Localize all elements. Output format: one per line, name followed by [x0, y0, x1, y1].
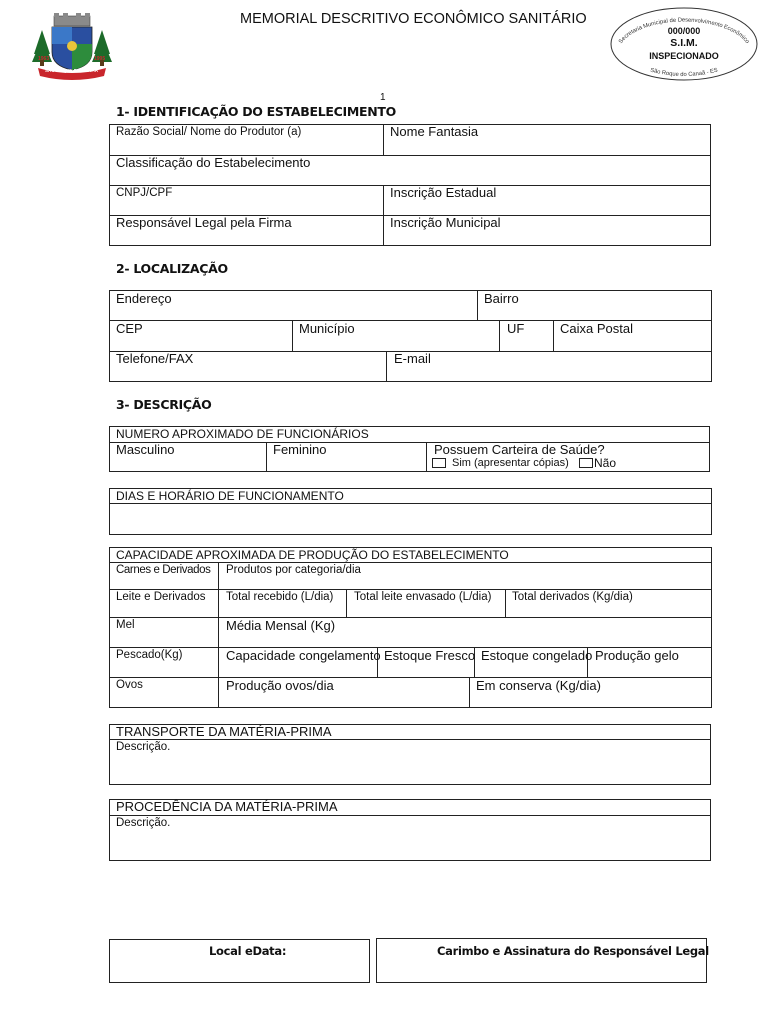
stamp-arc-top-text: Secretaria Municipal de Desenvolvimento Econômico [617, 17, 751, 45]
section2-heading: 2- LOCALIZAÇÃO [116, 261, 228, 276]
crest-year-left: 1963 [38, 56, 50, 62]
sim-label: Sim (apresentar cópias) [452, 457, 569, 469]
classificacao-label: Classificação do Estabelecimento [116, 155, 311, 170]
masculino-label: Masculino [116, 442, 175, 457]
document-title: MEMORIAL DESCRITIVO ECONÔMICO SANITÁRIO [240, 11, 587, 27]
municipio-label: Município [299, 321, 355, 336]
cep-label: CEP [116, 321, 143, 336]
section1-heading: 1- IDENTIFICAÇÃO DO ESTABELECIMENTO [116, 104, 396, 119]
carnes-label: Carnes e Derivados [116, 564, 211, 576]
inscricao-estadual-label: Inscrição Estadual [390, 185, 497, 200]
bairro-label: Bairro [484, 291, 519, 306]
uf-label: UF [507, 321, 525, 336]
svg-text:São Roque do Canaã - ES [650, 68, 719, 78]
estoque-congelado-label: Estoque congelado [481, 648, 593, 663]
transport-descricao: Descrição. [116, 741, 171, 753]
capacity-header: CAPACIDADE APROXIMADA DE PRODUÇÃO DO ESTABELECIMENTO [116, 548, 509, 562]
signature-label: Carimbo e Assinatura do Responsável Legal [437, 944, 709, 958]
origin-descricao: Descrição. [116, 817, 171, 829]
municipal-crest [30, 12, 114, 82]
section3-heading: 3- DESCRIÇÃO [116, 397, 212, 412]
producao-ovos-label: Produção ovos/dia [226, 678, 334, 693]
email-label: E-mail [394, 351, 431, 366]
nao-label: Não [594, 456, 617, 470]
razao-social-label: Razão Social/ Nome do Produtor (a) [116, 126, 302, 138]
media-mensal-label: Média Mensal (Kg) [226, 618, 336, 633]
local-data-label: Local eData: [209, 944, 287, 958]
estoque-fresco-label: Estoque Fresco [384, 648, 476, 663]
stamp-number: 000/000 [667, 26, 701, 36]
location-table [109, 290, 712, 382]
em-conserva-label: Em conserva (Kg/dia) [476, 678, 601, 693]
nao-checkbox[interactable] [579, 458, 593, 468]
ovos-label: Ovos [116, 679, 143, 691]
hours-header: DIAS E HORÁRIO DE FUNCIONAMENTO [116, 489, 344, 503]
total-envasado-label: Total leite envasado (L/dia) [354, 591, 492, 603]
inscricao-municipal-label: Inscrição Municipal [390, 215, 501, 230]
crest-year-right: 1995 [94, 56, 106, 62]
stamp-arc-bottom-text: São Roque do Canaã - ES [649, 67, 719, 79]
stamp-status: INSPECIONADO [649, 51, 719, 61]
pescado-label: Pescado(Kg) [116, 649, 183, 661]
total-recebido-label: Total recebido (L/dia) [226, 591, 334, 603]
page-number: 1 [380, 92, 386, 103]
caixa-postal-label: Caixa Postal [560, 321, 633, 336]
carteira-saude-label: Possuem Carteira de Saúde? [434, 442, 605, 457]
employees-header: NUMERO APROXIMADO DE FUNCIONÁRIOS [116, 427, 369, 441]
mel-label: Mel [116, 619, 135, 631]
endereco-label: Endereço [116, 291, 172, 306]
cap-congelamento-label: Capacidade congelamento [226, 648, 381, 663]
transport-header: TRANSPORTE DA MATÉRIA-PRIMA [116, 724, 332, 739]
crest-ribbon-text: SÃO ROQUE DO CANAÃ [45, 68, 99, 73]
origin-header: PROCEDÊNCIA DA MATÉRIA-PRIMA [116, 799, 338, 814]
produtos-categoria-label: Produtos por categoria/dia [226, 564, 361, 576]
telefone-label: Telefone/FAX [116, 351, 194, 366]
sim-inspection-stamp [609, 6, 759, 82]
producao-gelo-label: Produção gelo [595, 648, 679, 663]
feminino-label: Feminino [273, 442, 327, 457]
cnpj-label: CNPJ/CPF [116, 187, 173, 199]
responsavel-label: Responsável Legal pela Firma [116, 215, 292, 230]
total-derivados-label: Total derivados (Kg/dia) [512, 591, 633, 603]
leite-label: Leite e Derivados [116, 591, 206, 603]
sim-checkbox[interactable] [432, 458, 446, 468]
stamp-sim: S.I.M. [670, 37, 698, 49]
nome-fantasia-label: Nome Fantasia [390, 124, 479, 139]
